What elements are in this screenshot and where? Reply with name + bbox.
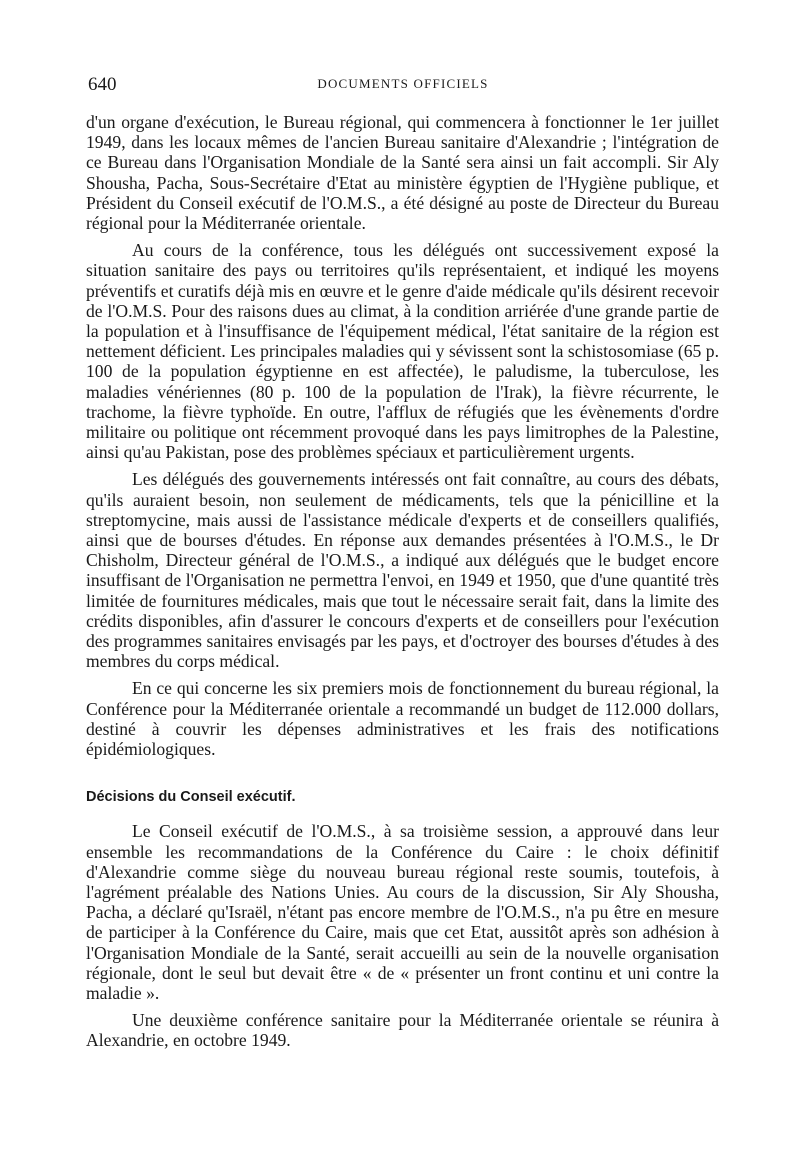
page-header	[88, 74, 718, 98]
section-heading: Décisions du Conseil exécutif.	[86, 789, 296, 806]
running-head: DOCUMENTS OFFICIELS	[317, 76, 489, 91]
page-number: 640	[88, 74, 117, 95]
paragraph-continuation: d'un organe d'exécution, le Bureau régional, qui commencera à fonctionner le 1er juillet 1949, dans les locaux mêmes de l'ancien Bureau sanitaire d'Alexandrie ; l'intégration de ce Bureau dans l'Organisation Mondiale de la Santé sera ainsi un fait accompli. Sir Aly Shousha, Pacha, Sous-Secrétaire d'Etat au ministère égyptien de l'Hygiène publique, et Président du Conseil exécutif de l'O.M.S., a été désigné au poste de Directeur du Bureau régional pour la Méditerranée orientale.	[86, 112, 719, 234]
paragraph-second-conference: Une deuxième conférence sanitaire pour la Méditerranée orientale se réunira à Alexandrie, en octobre 1949.	[86, 1010, 719, 1051]
paragraph-budget: En ce qui concerne les six premiers mois de fonctionnement du bureau régional, la Conférence pour la Méditerranée orientale a recommandé un budget de 112.000 dollars, destiné à couvrir les dépenses administratives et les frais des notifications épidémiologiques.	[86, 678, 719, 760]
paragraph-executive-council: Le Conseil exécutif de l'O.M.S., à sa troisième session, a approuvé dans leur ensemble les recommandations de la Conférence du Caire : le choix définitif d'Alexandrie comme siège du nouveau bureau régional reste soumis, toutefois, à l'agrément préalable des Nations Unies. Au cours de la discussion, Sir Aly Shousha, Pacha, a déclaré qu'Israël, n'étant pas encore membre de l'O.M.S., n'a pu être en mesure de participer à la Conférence du Caire, mais que cet Etat, aussitôt après son adhésion à l'Organisation Mondiale de la Santé, serait accueilli au sein de la nouvelle organisation régionale, dont le seul but devait être « de « présenter un front continu et uni contre la maladie ».	[86, 821, 719, 1003]
paragraph-delegates: Les délégués des gouvernements intéressés ont fait connaître, au cours des débats, qu'ils auraient besoin, non seulement de médicaments, tels que la pénicilline et la streptomycine, mais aussi de l'assistance médicale d'experts et de conseillers qualifiés, ainsi que de bourses d'études. En réponse aux demandes présentées à l'O.M.S., le Dr Chisholm, Directeur général de l'O.M.S., a indiqué aux délégués que le budget encore insuffisant de l'Organisation ne permettra l'envoi, en 1949 et 1950, que d'une quantité très limitée de fournitures médicales, mais que tout le nécessaire serait fait, dans la limite des crédits disponibles, afin d'assurer le concours d'experts et de conseillers pour l'exécution des programmes sanitaires envisagés par les pays, et d'octroyer des bourses d'études à des membres du corps médical.	[86, 469, 719, 672]
body-text	[86, 112, 719, 1058]
paragraph-conference: Au cours de la conférence, tous les délégués ont successivement exposé la situation sanitaire des pays ou territoires qu'ils représentaient, et indiqué les moyens préventifs et curatifs déjà mis en œuvre et le genre d'aide médicale qu'ils désirent recevoir de l'O.M.S. Pour des raisons dues au climat, à la condition arriérée d'une grande partie de la population et à l'insuffisance de l'équipement médical, l'état sanitaire de la région est nettement déficient. Les principales maladies qui y sévissent sont la schistosomiase (65 p. 100 de la population égyptienne en est affectée), le paludisme, la tuberculose, les maladies vénériennes (80 p. 100 de la population de l'Irak), la fièvre récurrente, le trachome, la fièvre typhoïde. En outre, l'afflux de réfugiés que les évènements d'ordre militaire ou politique ont récemment provoqué dans les pays limitrophes de la Palestine, ainsi qu'au Pakistan, pose des problèmes spéciaux et particulièrement urgents.	[86, 240, 719, 463]
